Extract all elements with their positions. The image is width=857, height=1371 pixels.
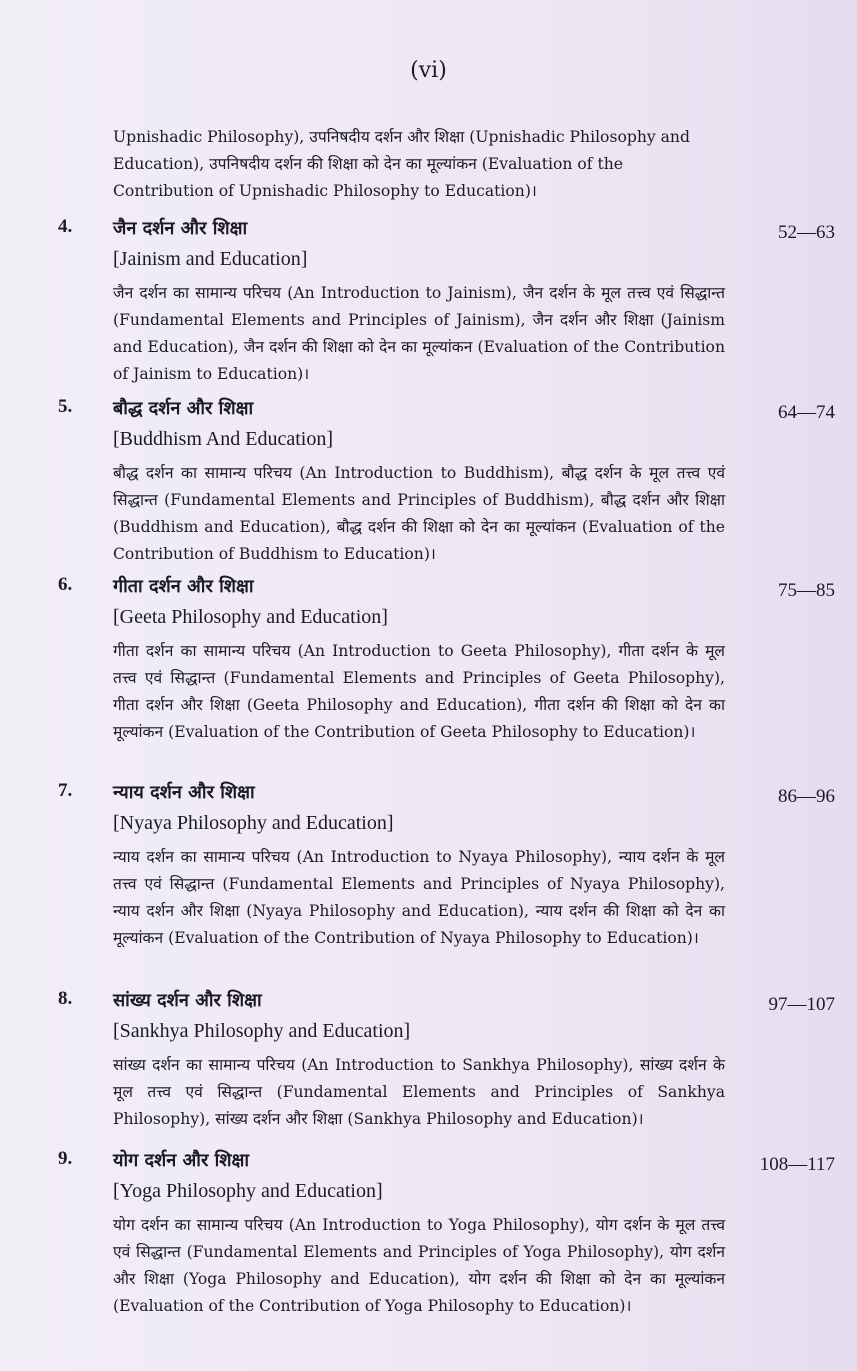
chapter-description: जैन दर्शन का सामान्य परिचय (An Introduction to Jainism), जैन दर्शन के मूल तत्त्व एवं सिद्धान्त (Fundamental Elements and Principles of Jainism), जैन दर्शन और शिक्षा (Jainism and Education), जैन दर्शन की शिक्षा को देन का मूल्यांकन (Evaluation of the Contribution of Jainism to Education)।: [113, 284, 725, 383]
chapter-title-english: [Jainism and Education]: [113, 248, 308, 270]
chapter-title-english: [Geeta Philosophy and Education]: [113, 606, 388, 628]
chapter-title-hindi: गीता दर्शन और शिक्षा: [113, 576, 254, 597]
chapter-number: 7.: [58, 780, 73, 801]
chapter-title-english: [Yoga Philosophy and Education]: [113, 1180, 383, 1202]
chapter-description: योग दर्शन का सामान्य परिचय (An Introduction to Yoga Philosophy), योग दर्शन के मूल तत्त्व एवं सिद्धान्त (Fundamental Elements and Principles of Yoga Philosophy), योग दर्शन और शिक्षा (Yoga Philosophy and Education), योग दर्शन की शिक्षा को देन का मूल्यांकन (Evaluation of the Contribution of Yoga Philosophy to Education)।: [113, 1216, 725, 1315]
chapter-number: 5.: [58, 396, 73, 417]
page-range: 86—96: [778, 786, 835, 807]
page-range: 52—63: [778, 222, 835, 243]
chapter-number: 8.: [58, 988, 73, 1009]
page-range: 75—85: [778, 580, 835, 601]
chapter-title-hindi: सांख्य दर्शन और शिक्षा: [113, 990, 262, 1011]
page-range: 108—117: [759, 1154, 835, 1175]
chapter-title-hindi: योग दर्शन और शिक्षा: [113, 1150, 250, 1171]
chapter-title-english: [Nyaya Philosophy and Education]: [113, 812, 394, 834]
chapter-description: बौद्ध दर्शन का सामान्य परिचय (An Introduction to Buddhism), बौद्ध दर्शन के मूल तत्त्व एवं सिद्धान्त (Fundamental Elements and Principles of Buddhism), बौद्ध दर्शन और शिक्षा (Buddhism and Education), बौद्ध दर्शन की शिक्षा को देन का मूल्यांकन (Evaluation of the Contribution of Buddhism to Education)।: [113, 464, 725, 563]
chapter-title-hindi: न्याय दर्शन और शिक्षा: [113, 782, 255, 803]
chapter-description: न्याय दर्शन का सामान्य परिचय (An Introduction to Nyaya Philosophy), न्याय दर्शन के मूल तत्त्व एवं सिद्धान्त (Fundamental Elements and Principles of Nyaya Philosophy), न्याय दर्शन और शिक्षा (Nyaya Philosophy and Education), न्याय दर्शन की शिक्षा को देन का मूल्यांकन (Evaluation of the Contribution of Nyaya Philosophy to Education)।: [113, 848, 725, 947]
page-range: 97—107: [768, 994, 835, 1015]
chapter-description: गीता दर्शन का सामान्य परिचय (An Introduction to Geeta Philosophy), गीता दर्शन के मूल तत्त्व एवं सिद्धान्त (Fundamental Elements and Principles of Geeta Philosophy), गीता दर्शन और शिक्षा (Geeta Philosophy and Education), गीता दर्शन की शिक्षा को देन का मूल्यांकन (Evaluation of the Contribution of Geeta Philosophy to Education)।: [113, 642, 725, 741]
chapter-description: सांख्य दर्शन का सामान्य परिचय (An Introduction to Sankhya Philosophy), सांख्य दर्शन के मूल तत्त्व एवं सिद्धान्त (Fundamental Elements and Principles of Sankhya Philosophy), सांख्य दर्शन और शिक्षा (Sankhya Philosophy and Education)।: [113, 1056, 725, 1128]
chapter-title-hindi: बौद्ध दर्शन और शिक्षा: [113, 398, 254, 419]
continued-description: Upnishadic Philosophy), उपनिषदीय दर्शन और शिक्षा (Upnishadic Philosophy and Education), उपनिषदीय दर्शन की शिक्षा को देन का मूल्यांकन (Evaluation of the Contribution of Upnishadic Philosophy to Education)।: [113, 128, 690, 200]
chapter-title-hindi: जैन दर्शन और शिक्षा: [113, 218, 248, 239]
page-range: 64—74: [778, 402, 835, 423]
chapter-title-english: [Buddhism And Education]: [113, 428, 333, 450]
chapter-number: 4.: [58, 216, 73, 237]
chapter-number: 6.: [58, 574, 73, 595]
chapter-title-english: [Sankhya Philosophy and Education]: [113, 1020, 411, 1042]
page-number: (vi): [410, 58, 447, 83]
chapter-number: 9.: [58, 1148, 73, 1169]
